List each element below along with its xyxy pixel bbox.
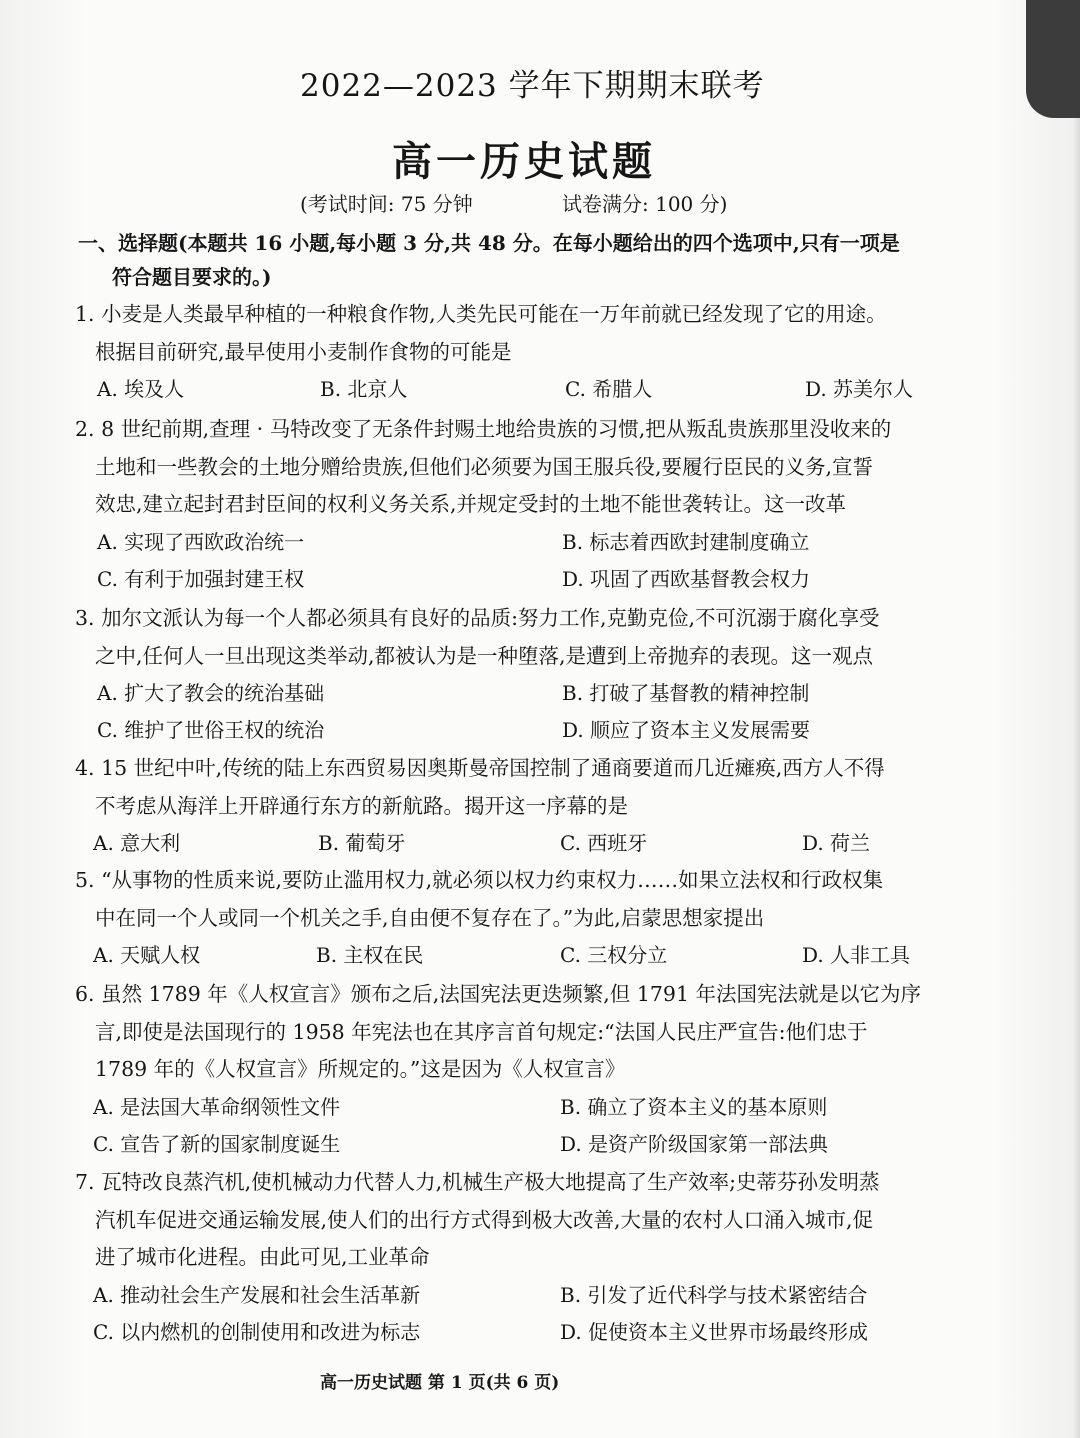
stem-line: 中在同一个人或同一个机关之手,自由便不复存在了。”为此,启蒙思想家提出	[95, 905, 765, 930]
question-stem	[75, 862, 965, 937]
option-b: B. 标志着西欧封建制度确立	[562, 529, 810, 554]
option-c: C. 三权分立	[560, 943, 668, 967]
options	[75, 561, 965, 598]
full-score: 试卷满分: 100 分)	[562, 192, 728, 216]
options	[75, 371, 965, 408]
option-d: D. 是资产阶级国家第一部法典	[560, 1131, 829, 1156]
options	[75, 712, 965, 749]
stem-line: 5. “从事物的性质来说,要防止滥用权力,就必须以权力约束权力……如果立法权和行政权集	[75, 868, 884, 892]
option-a: A. 意大利	[93, 831, 181, 855]
stem-line: 1. 小麦是人类最早种植的一种粮食作物,人类先民可能在一万年前就已经发现了它的用途。	[75, 302, 887, 326]
question-2	[75, 411, 965, 598]
stem-line: 效忠,建立起封君封臣间的权利义务关系,并规定受封的土地不能世袭转让。这一改革	[95, 492, 847, 516]
stem-line: 之中,任何人一旦出现这类举动,都被认为是一种堕落,是遭到上帝抛弃的表现。这一观点	[95, 643, 874, 668]
question-stem	[75, 976, 965, 1089]
question-7	[75, 1164, 965, 1351]
page-edge-shadow	[1072, 118, 1080, 1438]
option-c: C. 有利于加强封建王权	[97, 566, 305, 591]
option-a: A. 是法国大革命纲领性文件	[93, 1094, 341, 1119]
question-stem	[75, 296, 965, 371]
stem-line: 3. 加尔文派认为每一个人都必须具有良好的品质:努力工作,克勤克俭,不可沉溺于腐化享受	[75, 606, 880, 630]
option-a: A. 实现了西欧政治统一	[97, 529, 305, 554]
option-c: C. 宣告了新的国家制度诞生	[93, 1131, 341, 1156]
stem-line: 4. 15 世纪中叶,传统的陆上东西贸易因奥斯曼帝国控制了通商要道而几近瘫痪,西方人不得	[75, 756, 885, 780]
options	[75, 1314, 965, 1351]
stem-line: 1789 年的《人权宣言》所规定的。”这是因为《人权宣言》	[95, 1057, 626, 1081]
options	[75, 825, 965, 862]
question-5	[75, 862, 965, 974]
options	[75, 524, 965, 561]
question-6	[75, 976, 965, 1163]
option-d: D. 促使资本主义世界市场最终形成	[560, 1319, 869, 1344]
question-stem	[75, 600, 965, 675]
question-stem	[75, 1164, 965, 1277]
options	[75, 937, 965, 974]
question-1	[75, 296, 965, 408]
exam-title: 2022—2023 学年下期期末联考	[300, 68, 765, 104]
stem-line: 汽机车促进交通运输发展,使人们的出行方式得到极大改善,大量的农村人口涌入城市,促	[95, 1207, 874, 1232]
section-line: 一、选择题(本题共 16 小题,每小题 3 分,共 48 分。在每小题给出的四个选项中,只有一项是	[78, 231, 900, 255]
option-d: D. 巩固了西欧基督教会权力	[562, 566, 811, 591]
options	[75, 675, 965, 712]
question-3	[75, 600, 965, 749]
option-c: C. 西班牙	[560, 831, 648, 855]
page-corner-shadow	[1026, 0, 1080, 118]
page-footer: 高一历史试题 第 1 页(共 6 页)	[320, 1373, 560, 1393]
option-b: B. 确立了资本主义的基本原则	[560, 1094, 828, 1119]
stem-line: 土地和一些教会的土地分赠给贵族,但他们必须要为国王服兵役,要履行臣民的义务,宣誓	[95, 454, 874, 479]
option-d: D. 苏美尔人	[805, 377, 914, 401]
stem-line: 根据目前研究,最早使用小麦制作食物的可能是	[95, 339, 512, 364]
stem-line: 不考虑从海洋上开辟通行东方的新航路。揭开这一序幕的是	[95, 793, 628, 818]
section-instructions	[78, 226, 978, 294]
question-stem	[75, 411, 965, 524]
stem-line: 言,即使是法国现行的 1958 年宪法也在其序言首句规定:“法国人民庄严宣告:他们忠于	[95, 1019, 868, 1044]
subject-title: 高一历史试题	[392, 138, 656, 185]
option-a: A. 推动社会生产发展和社会生活革新	[93, 1282, 421, 1307]
stem-line: 进了城市化进程。由此可见,工业革命	[95, 1245, 430, 1269]
option-c: C. 以内燃机的创制使用和改进为标志	[93, 1319, 421, 1344]
option-b: B. 葡萄牙	[318, 831, 406, 855]
option-b: B. 主权在民	[316, 943, 424, 967]
stem-line: 6. 虽然 1789 年《人权宣言》颁布之后,法国宪法更迭频繁,但 1791 年法国宪法就是以它为序	[75, 982, 922, 1006]
stem-line: 2. 8 世纪前期,查理 · 马特改变了无条件封赐土地给贵族的习惯,把从叛乱贵族那里没收来的	[75, 417, 892, 441]
question-stem	[75, 750, 965, 825]
option-b: B. 引发了近代科学与技术紧密结合	[560, 1282, 868, 1307]
option-d: D. 荷兰	[802, 831, 871, 855]
exam-time: (考试时间: 75 分钟	[300, 192, 473, 216]
option-a: A. 天赋人权	[93, 943, 201, 967]
option-b: B. 打破了基督教的精神控制	[562, 681, 810, 705]
options	[75, 1277, 965, 1314]
options	[75, 1126, 965, 1163]
section-line: 符合题目要求的。)	[112, 265, 272, 289]
question-4	[75, 750, 965, 862]
option-a: A. 埃及人	[97, 377, 185, 401]
option-a: A. 扩大了教会的统治基础	[97, 681, 325, 705]
option-d: D. 人非工具	[802, 943, 911, 967]
options	[75, 1089, 965, 1126]
option-c: C. 希腊人	[565, 377, 653, 401]
option-b: B. 北京人	[320, 377, 408, 401]
option-d: D. 顺应了资本主义发展需要	[562, 718, 811, 742]
option-c: C. 维护了世俗王权的统治	[97, 718, 325, 742]
stem-line: 7. 瓦特改良蒸汽机,使机械动力代替人力,机械生产极大地提高了生产效率;史蒂芬孙发明蒸	[75, 1170, 880, 1194]
